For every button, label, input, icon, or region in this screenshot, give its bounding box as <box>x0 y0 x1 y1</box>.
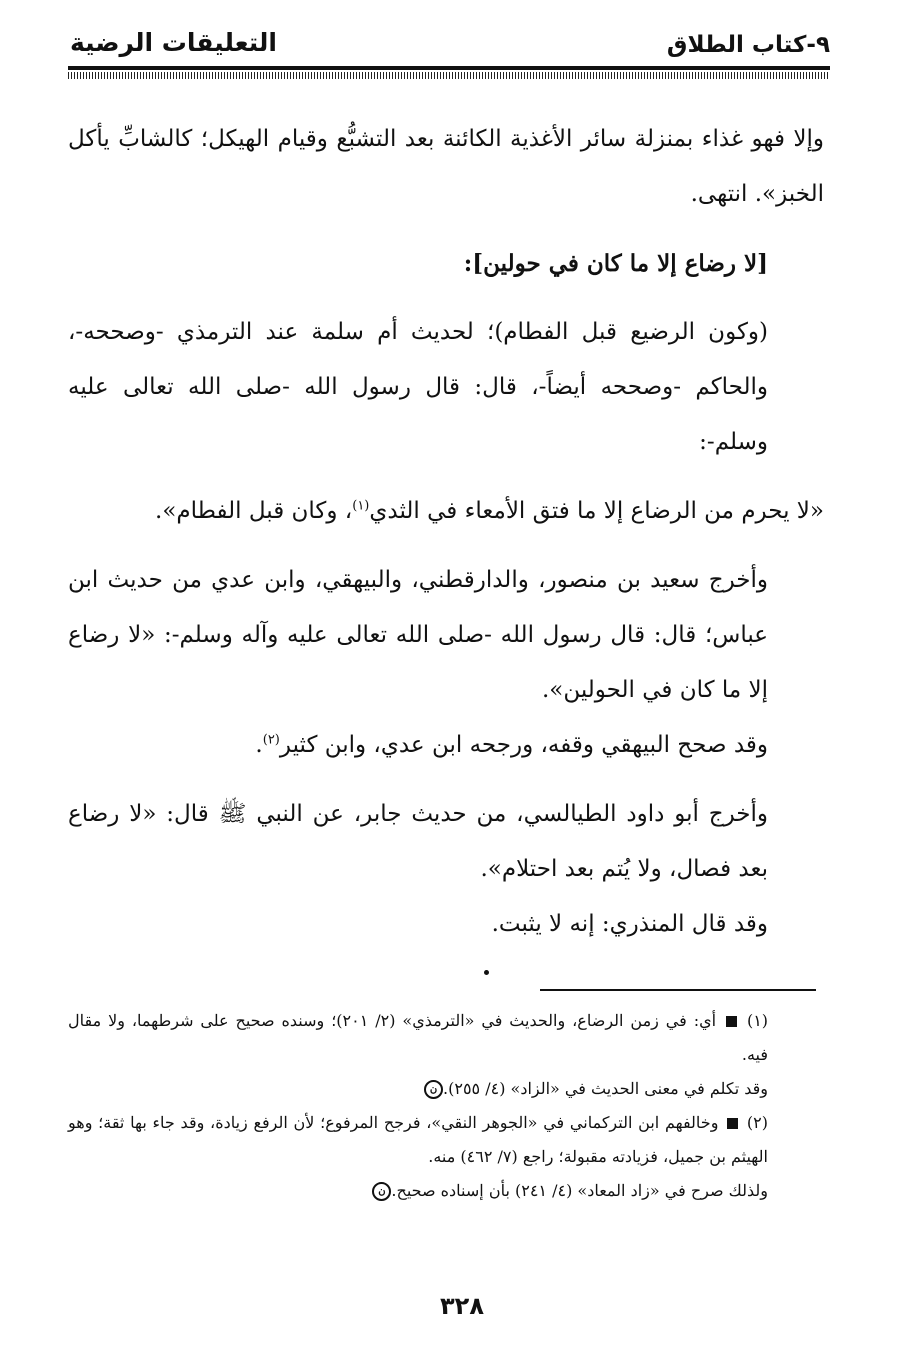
paragraph-3 <box>68 484 824 539</box>
paragraph-6 <box>68 787 824 897</box>
footnote-2-number: (٢) <box>746 1113 768 1132</box>
editor-mark-icon: ن <box>372 1182 391 1201</box>
main-text <box>68 112 824 952</box>
header-rule <box>68 66 830 70</box>
footnote-2-note: ولذلك صرح في «زاد المعاد» (٤/ ٢٤١) بأن إسناده صحيح.ن <box>68 1174 824 1208</box>
book-title: التعليقات الرضية <box>70 28 277 57</box>
paragraph-5-text: وقد صحح البيهقي وقفه، ورجحه ابن عدي، وابن كثير <box>279 732 768 758</box>
section-heading: [لا رضاع إلا ما كان في حولين]: <box>463 250 768 277</box>
paragraph-5-end: . <box>255 732 263 758</box>
editor-mark-icon: ن <box>424 1080 443 1099</box>
footnote-1 <box>68 1004 824 1072</box>
footnote-1-note: وقد تكلم في معنى الحديث في «الزاد» (٤/ ٢٥٥).ن <box>68 1072 824 1106</box>
footnote-1-text: أي: في زمن الرضاع، والحديث في «الترمذي» (٢/ ٢٠١)؛ وسنده صحيح على شرطهما، ولا مقال فيه. <box>68 1011 768 1064</box>
paragraph-2: (وكون الرضيع قبل الفطام)؛ لحديث أم سلمة عند الترمذي -وصححه-، والحاكم -وصححه أيضاً-، قال: قال رسول الله -صلى الله تعالى عليه وسلم-: <box>68 319 768 455</box>
footnote-2 <box>68 1106 824 1174</box>
footnote-2-text: وخالفهم ابن التركماني في «الجوهر النقي»، فرجح المرفوع؛ لأن الرفع زيادة، وقد جاء بها ثقة؛ وهو الهيثم بن جميل، فزيادته مقبولة؛ راجع (٧/ ٤٦٢) منه. <box>68 1113 768 1166</box>
square-marker-icon <box>727 1118 738 1129</box>
hadith-text-end: ، وكان قبل الفطام». <box>155 498 353 524</box>
running-header <box>70 28 830 62</box>
paragraph-6-end: قال: «لا رضاع بعد فصال، ولا يُتم بعد احتلام». <box>68 801 768 882</box>
paragraph-4: وأخرج سعيد بن منصور، والدارقطني، والبيهقي، وابن عدي من حديث ابن عباس؛ قال: قال رسول الله -صلى الله تعالى عليه وآله وسلم-: «لا رضاع إلا ما كان في الحولين». <box>68 567 768 703</box>
honorific-glyph: ﷺ <box>218 801 247 827</box>
footnote-ref-2: (٢) <box>262 732 280 748</box>
paragraph-1: وإلا فهو غذاء بمنزلة سائر الأغذية الكائنة بعد التشبُّع وقيام الهيكل؛ كالشابِّ يأكل الخبز». انتهى. <box>68 126 824 207</box>
paragraph-6-text: وأخرج أبو داود الطيالسي، من حديث جابر، عن النبي <box>256 801 769 827</box>
hadith-text: «لا يحرم من الرضاع إلا ما فتق الأمعاء في الثدي <box>369 498 824 524</box>
page-number: ٣٢٨ <box>440 1292 484 1320</box>
chapter-title: ٩-كتاب الطلاق <box>666 32 830 58</box>
stray-dot <box>484 970 489 975</box>
footnote-ref-1: (١) <box>352 498 370 514</box>
footnote-1-number: (١) <box>746 1011 769 1030</box>
footnotes <box>68 1004 824 1208</box>
square-marker-icon <box>726 1016 737 1027</box>
paragraph-5 <box>68 718 824 773</box>
header-hatch-rule <box>68 72 830 79</box>
paragraph-7: وقد قال المنذري: إنه لا يثبت. <box>491 911 768 937</box>
footnote-separator <box>540 989 816 991</box>
